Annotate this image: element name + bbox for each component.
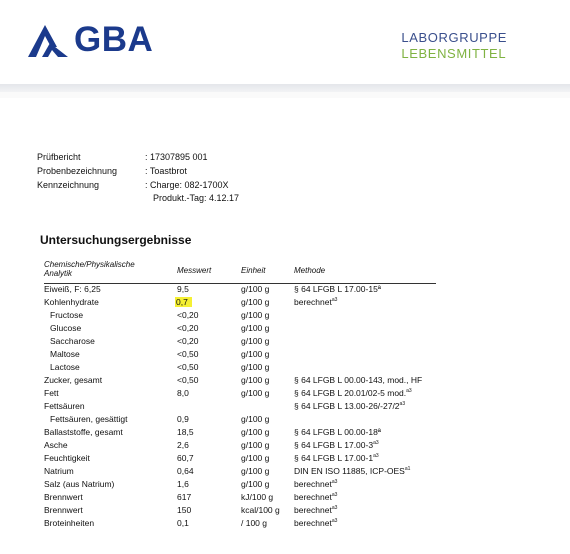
row-value: <0,50 <box>177 375 199 385</box>
row-value: 18,5 <box>177 427 194 437</box>
row-method <box>294 517 337 530</box>
meta-row-sample <box>37 164 239 178</box>
row-name: Brennwert <box>44 505 83 515</box>
row-name: Ballaststoffe, gesamt <box>44 427 123 437</box>
row-method-footnote: a3 <box>331 518 338 525</box>
row-method-text: berechnet <box>294 518 332 528</box>
table-row <box>0 361 570 374</box>
row-name: Fett <box>44 388 59 398</box>
row-method-footnote: a3 <box>373 440 379 447</box>
table-row <box>0 504 570 517</box>
row-unit: / 100 g <box>241 518 267 528</box>
row-method <box>294 374 422 387</box>
row-value: <0,50 <box>177 349 199 359</box>
row-value: <0,20 <box>177 323 199 333</box>
table-row <box>0 426 570 439</box>
table-row <box>0 374 570 387</box>
row-value: 60,7 <box>177 453 194 463</box>
table-row <box>0 322 570 335</box>
row-method-text: § 64 LFGB L 17.00-1 <box>294 453 374 463</box>
row-method-footnote: a3 <box>331 297 338 304</box>
row-method-footnote: a3 <box>399 401 406 408</box>
row-method <box>294 504 337 517</box>
row-value: 0,1 <box>177 518 189 528</box>
row-name: Zucker, gesamt <box>44 375 103 385</box>
meta-row-report <box>37 150 239 164</box>
row-method <box>294 439 379 452</box>
row-method-footnote: a3 <box>331 479 338 486</box>
row-method <box>294 491 337 504</box>
row-method-text: berechnet <box>294 492 332 502</box>
row-method <box>294 452 379 465</box>
row-value: 1,6 <box>177 479 189 489</box>
table-row <box>0 400 570 413</box>
row-method <box>294 387 412 400</box>
row-value <box>177 296 192 309</box>
header-analysis-line1: Chemische/Physikalische <box>44 260 135 269</box>
row-value: 8,0 <box>177 388 189 398</box>
row-name: Kohlenhydrate <box>44 297 99 307</box>
row-method-text: § 64 LFGB L 17.00-3 <box>294 440 374 450</box>
table-row <box>0 439 570 452</box>
row-method-text: berechnet <box>294 297 332 307</box>
table-row <box>0 465 570 478</box>
report-meta <box>37 150 239 205</box>
row-name: Fettsäuren, gesättigt <box>50 414 128 424</box>
section-title: Untersuchungsergebnisse <box>40 233 192 247</box>
sample-value: : Toastbrot <box>145 166 187 176</box>
id-value-line2: Produkt.-Tag: 4.12.17 <box>153 193 240 203</box>
row-name: Maltose <box>50 349 80 359</box>
row-name: Fructose <box>50 310 84 320</box>
row-name: Natrium <box>44 466 74 476</box>
row-unit: g/100 g <box>241 349 270 359</box>
row-unit: g/100 g <box>241 414 270 424</box>
table-row <box>0 517 570 530</box>
tagline-line2: LEBENSMITTEL <box>401 46 507 61</box>
gba-logo <box>28 22 153 57</box>
row-method <box>294 283 381 296</box>
highlighted-value: 0,7 <box>175 297 192 307</box>
table-row <box>0 309 570 322</box>
report-label: Prüfbericht <box>37 152 81 162</box>
row-method-footnote: a3 <box>331 505 338 512</box>
table-row <box>0 452 570 465</box>
row-value: <0,50 <box>177 362 199 372</box>
row-method-footnote: a3 <box>406 388 412 395</box>
row-unit: g/100 g <box>241 479 270 489</box>
table-row <box>0 348 570 361</box>
row-method <box>294 465 410 478</box>
row-unit: g/100 g <box>241 362 270 372</box>
row-name: Feuchtigkeit <box>44 453 90 463</box>
row-name: Broteinheiten <box>44 518 95 528</box>
row-unit: g/100 g <box>241 388 270 398</box>
row-method-text: § 64 LFGB L 00.00-18ª <box>294 427 381 437</box>
header-value: Messwert <box>177 266 212 275</box>
row-method <box>294 400 405 413</box>
header-unit: Einheit <box>241 266 266 275</box>
sample-label: Probenbezeichnung <box>37 166 118 176</box>
row-unit: g/100 g <box>241 453 270 463</box>
row-name: Brennwert <box>44 492 83 502</box>
header-analysis <box>44 260 135 278</box>
row-unit: g/100 g <box>241 427 270 437</box>
row-unit: g/100 g <box>241 297 270 307</box>
row-unit: g/100 g <box>241 466 270 476</box>
meta-row-id <box>37 178 239 192</box>
row-method-text: § 64 LFGB L 17.00-15ª <box>294 284 381 294</box>
row-name: Saccharose <box>50 336 95 346</box>
header-band <box>0 84 570 92</box>
row-unit: g/100 g <box>241 375 270 385</box>
row-value: 0,64 <box>177 466 194 476</box>
row-unit: kcal/100 g <box>241 505 280 515</box>
id-value: : Charge: 082-1700X <box>145 180 229 190</box>
row-name: Fettsäuren <box>44 401 85 411</box>
row-value: 2,6 <box>177 440 189 450</box>
page-header <box>0 0 570 84</box>
row-method <box>294 478 337 491</box>
header-analysis-line2: Analytik <box>44 269 73 278</box>
header-method: Methode <box>294 266 326 275</box>
id-label: Kennzeichnung <box>37 180 100 190</box>
row-method-text: § 64 LFGB L 20.01/02-5 mod. <box>294 388 407 398</box>
row-value: 617 <box>177 492 192 502</box>
row-name: Eiweiß, F: 6,25 <box>44 284 101 294</box>
row-unit: g/100 g <box>241 440 270 450</box>
row-method-footnote: a3 <box>331 492 338 499</box>
gba-logo-icon <box>28 23 68 57</box>
row-value: 150 <box>177 505 192 515</box>
tagline <box>401 30 507 62</box>
row-method-footnote: a1 <box>404 466 411 473</box>
table-row <box>0 491 570 504</box>
row-value: 9,5 <box>177 284 189 294</box>
row-unit: g/100 g <box>241 284 270 294</box>
row-unit: g/100 g <box>241 310 270 320</box>
table-row <box>0 478 570 491</box>
row-method-footnote: a3 <box>373 453 379 460</box>
table-row <box>0 387 570 400</box>
row-method-text: § 64 LFGB L 13.00-26/-27/2 <box>294 401 400 411</box>
row-name: Salz (aus Natrium) <box>44 479 115 489</box>
header-band-light <box>0 92 570 98</box>
row-method <box>294 296 337 309</box>
row-name: Lactose <box>50 362 80 372</box>
row-unit: g/100 g <box>241 323 270 333</box>
row-unit: kJ/100 g <box>241 492 274 502</box>
tagline-line1: LABORGRUPPE <box>401 30 507 45</box>
row-method-text: § 64 LFGB L 00.00-143, mod., HF <box>294 375 423 385</box>
row-method-text: DIN EN ISO 11885, ICP-OES <box>294 466 405 476</box>
logo-text: GBA <box>74 20 154 59</box>
row-value: <0,20 <box>177 336 199 346</box>
row-name: Asche <box>44 440 68 450</box>
report-value: : 17307895 001 <box>145 152 208 162</box>
row-value: <0,20 <box>177 310 199 320</box>
table-row <box>0 296 570 309</box>
row-method-text: berechnet <box>294 479 332 489</box>
row-value: 0,9 <box>177 414 189 424</box>
row-method <box>294 426 381 439</box>
row-name: Glucose <box>50 323 82 333</box>
row-unit: g/100 g <box>241 336 270 346</box>
table-row <box>0 413 570 426</box>
row-method-text: berechnet <box>294 505 332 515</box>
table-row <box>0 335 570 348</box>
table-row <box>0 283 570 296</box>
